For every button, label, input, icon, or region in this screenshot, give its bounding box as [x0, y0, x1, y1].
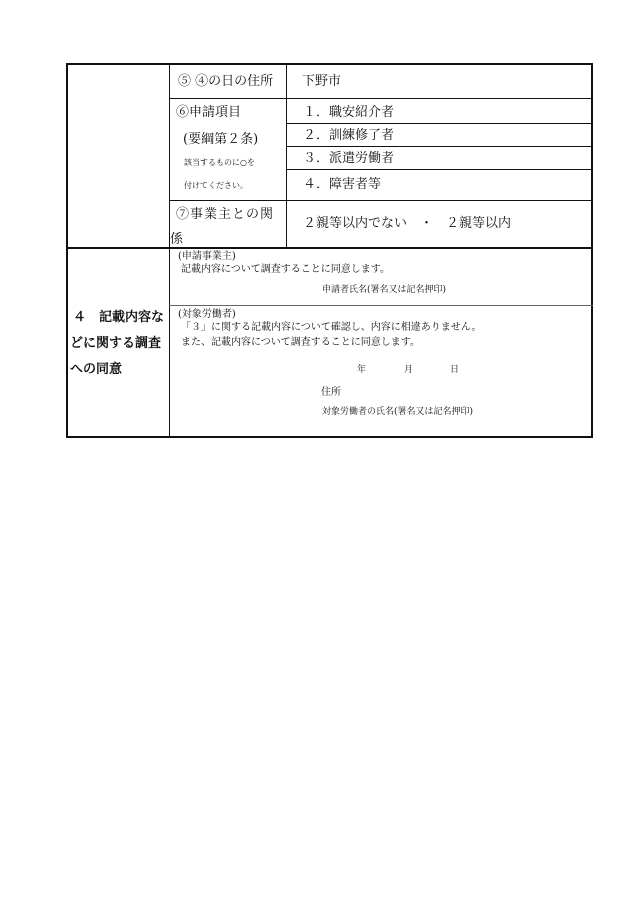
- worker-heading: (対象労働者): [178, 309, 236, 320]
- worker-consent-text-1: 「３」に関する記載内容について確認し、内容に相違ありません。: [181, 322, 482, 333]
- option-2: ２．訓練修了者: [303, 128, 395, 143]
- row-line-opt2: [286, 146, 593, 147]
- date-month: 月: [404, 365, 414, 375]
- employer-heading: (申請事業主): [178, 251, 236, 262]
- option-3: ３．派遣労働者: [303, 151, 395, 166]
- consent-divider: [169, 305, 593, 306]
- table-border-top: [66, 63, 593, 65]
- row-line-addr: [169, 98, 593, 99]
- employer-signature-label: 申請者氏名(署名又は記名押印): [322, 285, 447, 295]
- section-divider: [66, 247, 593, 249]
- option-1: １．職安紹介者: [303, 105, 395, 120]
- col-divider-upper: [286, 63, 287, 248]
- consent-section-title-line1: ４ 記載内容な: [73, 310, 165, 325]
- date-day: 日: [450, 365, 460, 375]
- address-value: 下野市: [302, 74, 342, 89]
- apply-items-note-2: 付けてください。: [184, 181, 248, 190]
- worker-address-label: 住所: [321, 387, 341, 398]
- row-line-apply: [169, 200, 593, 201]
- consent-section-title-line3: への同意: [70, 362, 123, 377]
- option-4: ４．障害者等: [303, 177, 382, 192]
- apply-items-note-1: 該当するものに○を: [184, 158, 255, 167]
- row-line-opt3: [286, 169, 593, 170]
- employer-consent-text: 記載内容について調査することに同意します。: [181, 264, 390, 275]
- relation-value: ２親等以内でない ・ ２親等以内: [303, 216, 512, 231]
- worker-signature-label: 対象労働者の氏名(署名又は記名押印): [322, 407, 474, 417]
- worker-consent-text-2: また、記載内容について調査することに同意します。: [181, 337, 420, 348]
- apply-items-label: ⑥申請項目: [176, 105, 242, 120]
- relation-label-line1: ⑦事業主との関: [176, 207, 275, 222]
- row-line-opt1: [286, 123, 593, 124]
- table-border-right: [591, 63, 593, 438]
- table-border-left: [66, 63, 68, 438]
- date-year: 年: [357, 365, 367, 375]
- table-border-bottom: [66, 436, 593, 438]
- apply-items-subtitle: (要綱第２条): [183, 132, 259, 147]
- col-divider-main: [169, 63, 170, 438]
- address-label: ⑤ ④の日の住所: [178, 74, 274, 89]
- relation-label-line2: 係: [170, 232, 184, 247]
- consent-section-title-line2: どに関する調査: [70, 336, 162, 351]
